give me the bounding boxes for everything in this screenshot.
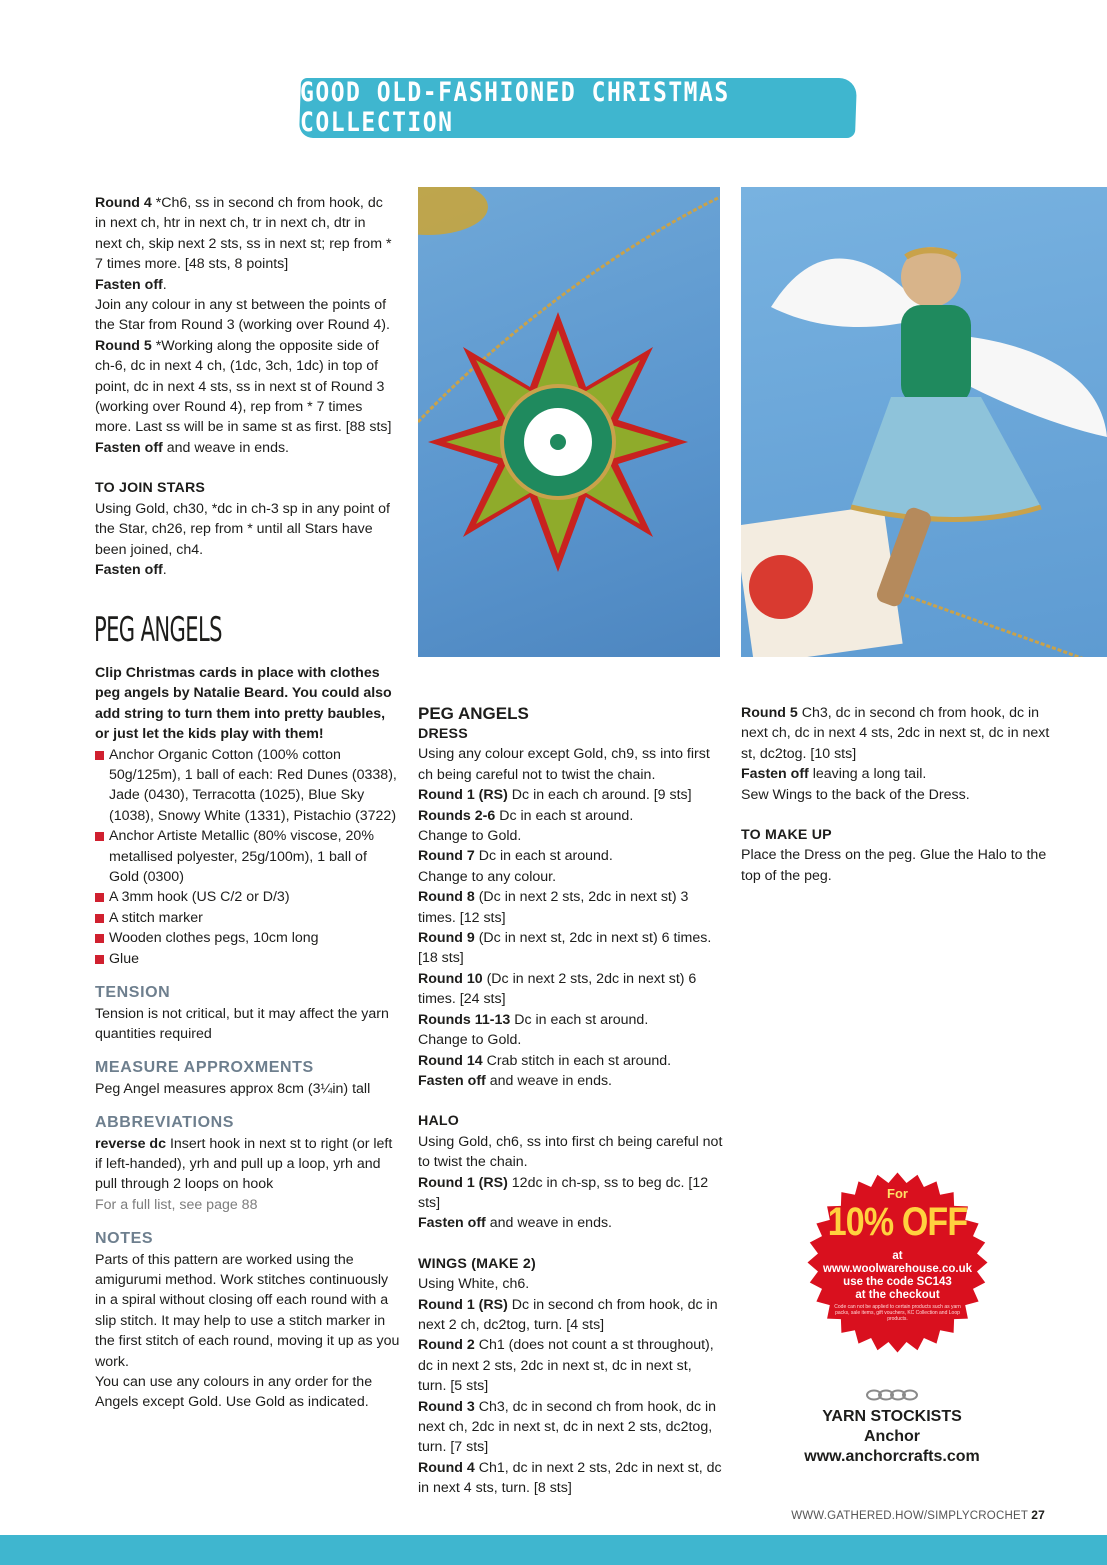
stockists-brand: Anchor (864, 1428, 920, 1445)
wings-round-5: Round 5 Ch3, dc in second ch from hook, dc in next ch, dc in next 4 sts, 2dc in next st, dc in next st, dc2tog. [10 sts] (741, 705, 1050, 762)
halo-rounds (418, 1173, 723, 1234)
bullet-square-icon (95, 893, 104, 902)
pattern-round: Round 1 (RS) 12dc in ch-sp, ss to beg dc. [12 sts] (418, 1174, 709, 1211)
list-item: A stitch marker (95, 908, 400, 928)
tension-heading: TENSION (95, 984, 171, 1002)
star-join-colour: Join any colour in any st between the points of the Star from Round 3 (working over Round 4). (95, 297, 390, 334)
pattern-round: Round 9 (Dc in next st, 2dc in next st) 6 times. [18 sts] (418, 930, 712, 967)
measurements-heading: MEASURE APPROXMENTS (95, 1059, 314, 1077)
bullet-square-icon (95, 934, 104, 943)
badge-at: at (892, 1250, 903, 1262)
peg-angel-illustration (741, 187, 1107, 657)
footer-bar (0, 1535, 1107, 1565)
star-fasten-off-2: Fasten off and weave in ends. (95, 439, 289, 456)
pattern-round: Round 10 (Dc in next 2 sts, 2dc in next st) 6 times. [24 sts] (418, 970, 697, 1008)
star-fasten-off-3: Fasten off. (95, 561, 167, 578)
make-up-heading: TO MAKE UP (741, 827, 832, 844)
halo-intro: Using Gold, ch6, ss into first ch being careful not to twist the chain. (418, 1133, 723, 1171)
pattern-round: Round 1 (RS) Dc in second ch from hook, dc in next 2 ch, dc2tog, turn. [4 sts] (418, 1296, 718, 1333)
discount-badge[interactable] (805, 1170, 990, 1355)
pattern-round: Round 1 (RS) Dc in each ch around. [9 sts] (418, 787, 692, 804)
column-left-lower (95, 663, 400, 1413)
dress-rounds (418, 785, 723, 1091)
halo-heading: HALO (418, 1113, 459, 1130)
badge-discount: 10% OFF (827, 1200, 968, 1244)
pattern-round: Rounds 2-6 Dc in each st around. (418, 807, 634, 824)
badge-code: use the code SC143 (843, 1276, 952, 1288)
peg-angels-title: PEG ANGELS (94, 610, 222, 650)
notes-text-2: You can use any colours in any order for the Angels except Gold. Use Gold as indicated. (95, 1374, 373, 1411)
abbreviations-reference: For a full list, see page 88 (95, 1196, 258, 1213)
list-item: Anchor Organic Cotton (100% cotton 50g/125m), 1 ball of each: Red Dunes (0338), Jade (0430), Terracotta (1025), Blue Sky (1038), Snowy White (1331), Pistachio (3722) (95, 745, 400, 827)
star-fasten-off-1: Fasten off. (95, 276, 167, 293)
column-middle (418, 703, 723, 1499)
make-up-text: Place the Dress on the peg. Glue the Halo to the top of the peg. (741, 847, 1047, 884)
tension-text: Tension is not critical, but it may affect the yarn quantities required (95, 1005, 389, 1042)
bullet-square-icon (95, 955, 104, 964)
star-round-4: Round 4 *Ch6, ss in second ch from hook, dc in next ch, htr in next ch, tr in next ch, dtr in next ch, skip next 2 sts, ss in next st; rep from * 7 times more. [48 sts, 8 points] (95, 195, 392, 273)
abbreviation-entry: reverse dc Insert hook in next st to right (or left if left-handed), yrh and pull up a loop, yrh and pull through 2 loops on hook (95, 1135, 393, 1193)
pattern-round: Round 2 Ch1 (does not count a st throughout), dc in next 2 sts, 2dc in next st, dc in next st, turn. [5 sts] (418, 1337, 714, 1395)
badge-for-text: For (887, 1186, 908, 1201)
badge-fine-print: Code can not be applied to certain products such as yarn packs, sale items, gift vouchers, KC Collection and Loop products. (834, 1304, 961, 1322)
pattern-round: Fasten off and weave in ends. (418, 1215, 612, 1232)
pattern-round: Round 4 Ch1, dc in next 2 sts, 2dc in next st, dc in next 4 sts, turn. [8 sts] (418, 1459, 722, 1497)
list-item: Anchor Artiste Metallic (80% viscose, 20% metallised polyester, 25g/100m), 1 ball of Gold (0300) (95, 826, 400, 887)
intro-text: Clip Christmas cards in place with clothes peg angels by Natalie Beard. You could also add string to turn them into pretty baubles, or just let the kids play with them! (95, 665, 392, 743)
column-right (741, 703, 1051, 886)
crochet-star-illustration (418, 187, 720, 657)
bullet-square-icon (95, 751, 104, 760)
star-round-5: Round 5 *Working along the opposite side of ch-6, dc in next 4 ch, (1dc, 3ch, 1dc) in top of point, dc in next 4 sts, ss in next st of Round 3 (working over Round 4), rep from * 7 times more. Last ss will be in same st as first. [88 sts] (95, 337, 392, 436)
footer-url (791, 1508, 1045, 1522)
stockists-url[interactable]: www.anchorcrafts.com (804, 1448, 980, 1465)
pattern-round: Change to Gold. (418, 1032, 522, 1049)
section-banner (299, 78, 857, 138)
wings-intro: Using White, ch6. (418, 1276, 530, 1293)
measurements-text: Peg Angel measures approx 8cm (3¼in) tall (95, 1080, 371, 1097)
dress-intro: Using any colour except Gold, ch9, ss into first ch being careful not to twist the chain. (418, 746, 710, 783)
yarn-stockists (792, 1388, 992, 1467)
pattern-round: Round 3 Ch3, dc in second ch from hook, dc in next ch, 2dc in next st, dc in next 2 sts, dc2tog, turn. [7 sts] (418, 1398, 717, 1456)
pattern-round: Round 14 Crab stitch in each st around. (418, 1052, 672, 1069)
list-item: Wooden clothes pegs, 10cm long (95, 928, 400, 948)
pattern-round: Round 7 Dc in each st around. (418, 848, 613, 865)
pattern-heading: PEG ANGELS (418, 704, 529, 723)
wings-heading: WINGS (MAKE 2) (418, 1255, 536, 1272)
wings-fasten-off: Fasten off leaving a long tail. (741, 766, 927, 783)
notes-heading: NOTES (95, 1230, 154, 1248)
materials-list (95, 745, 400, 969)
column-left (95, 193, 395, 580)
bullet-square-icon (95, 914, 104, 923)
angel-photo (741, 187, 1107, 657)
footer-site[interactable]: WWW.GATHERED.HOW/SIMPLYCROCHET (791, 1510, 1028, 1522)
abbreviations-heading: ABBREVIATIONS (95, 1114, 235, 1132)
wings-rounds (418, 1295, 723, 1499)
pattern-round: Fasten off and weave in ends. (418, 1072, 612, 1089)
badge-url[interactable]: www.woolwarehouse.co.uk (822, 1263, 973, 1275)
pattern-round: Round 8 (Dc in next 2 sts, 2dc in next st) 3 times. [12 sts] (418, 889, 689, 926)
wings-sew: Sew Wings to the back of the Dress. (741, 786, 970, 803)
notes-text-1: Parts of this pattern are worked using the amigurumi method. Work stitches continuously in a spiral without closing off each round with a slip stitch. It may help to use a stitch marker in the first stitch of each round, moving it up as you work. (95, 1251, 400, 1370)
join-stars-text: Using Gold, ch30, *dc in ch-3 sp in any point of the Star, ch26, rep from * until all Stars have been joined, ch4. (95, 500, 390, 558)
list-item: Glue (95, 949, 400, 969)
dress-heading: DRESS (418, 726, 468, 742)
join-stars-heading: TO JOIN STARS (95, 480, 206, 497)
list-item: A 3mm hook (US C/2 or D/3) (95, 887, 400, 907)
chain-stitch-icon (866, 1388, 918, 1402)
page-number: 27 (1031, 1508, 1045, 1522)
bullet-square-icon (95, 832, 104, 841)
pattern-round: Change to Gold. (418, 828, 522, 845)
star-photo (418, 187, 720, 657)
stockists-heading: YARN STOCKISTS (822, 1408, 962, 1425)
pattern-round: Rounds 11-13 Dc in each st around. (418, 1011, 649, 1028)
banner-title: GOOD OLD-FASHIONED CHRISTMAS COLLECTION (300, 78, 730, 138)
pattern-round: Change to any colour. (418, 868, 557, 885)
badge-checkout: at the checkout (855, 1289, 940, 1301)
